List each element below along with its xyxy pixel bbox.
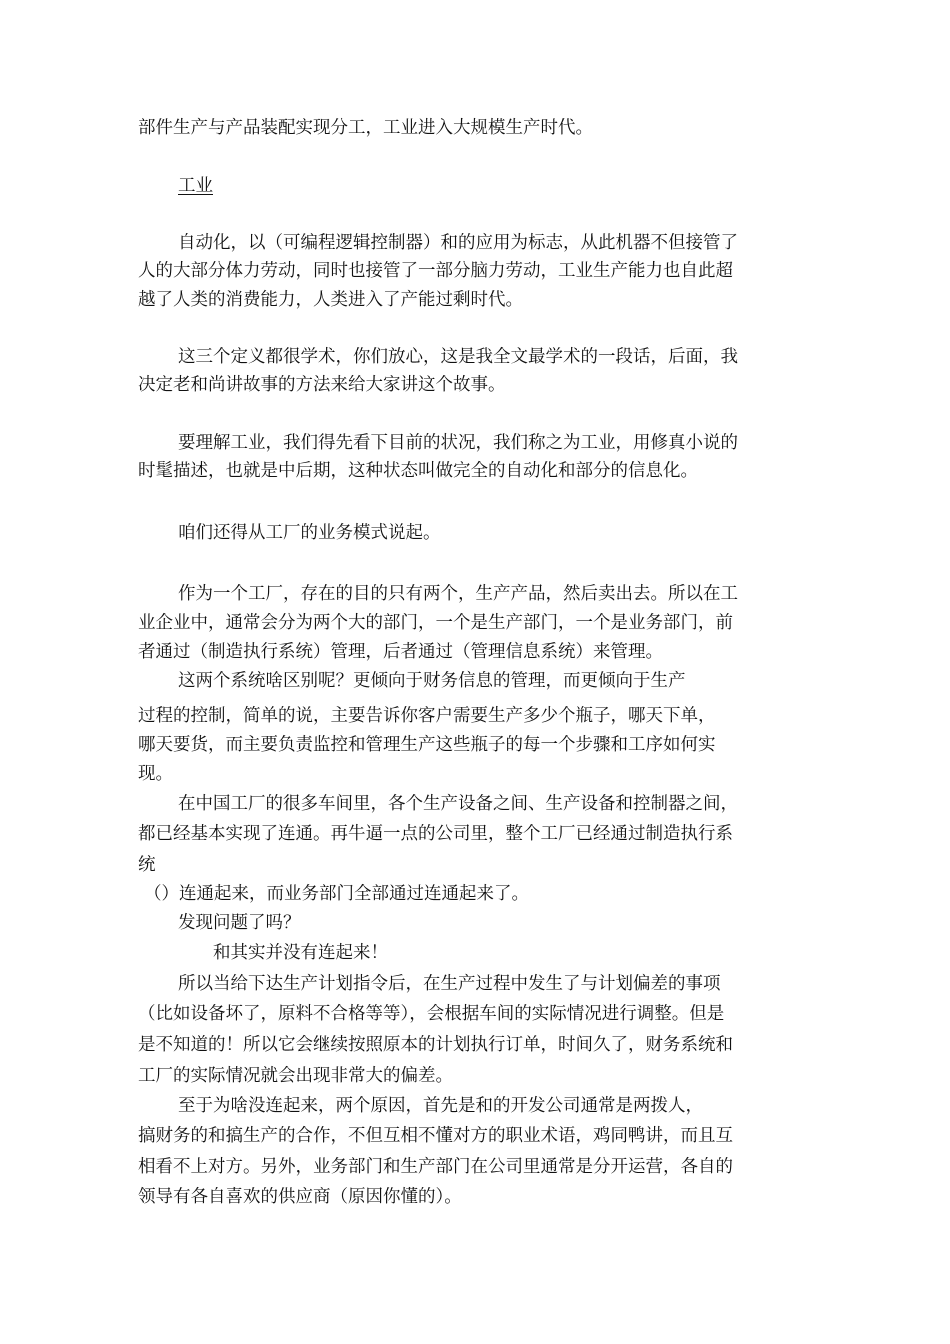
text-line: 越了人类的消费能力，人类进入了产能过剩时代。 xyxy=(138,290,523,310)
text-line: 要理解工业，我们得先看下目前的状况，我们称之为工业，用修真小说的 xyxy=(178,433,738,453)
text-line: 这三个定义都很学术，你们放心，这是我全文最学术的一段话，后面，我 xyxy=(178,347,738,367)
text-line: 在中国工厂的很多车间里，各个生产设备之间、生产设备和控制器之间， xyxy=(178,794,738,814)
text-line: 统 xyxy=(138,855,156,875)
text-line: 领导有各自喜欢的供应商（原因你懂的）。 xyxy=(138,1187,462,1207)
section-heading: 工业 xyxy=(178,176,213,196)
text-line: 搞财务的和搞生产的合作，不但互相不懂对方的职业术语，鸡同鸭讲，而且互 xyxy=(138,1126,733,1146)
text-line: 哪天要货，而主要负责监控和管理生产这些瓶子的每一个步骤和工序如何实 xyxy=(138,735,716,755)
text-line: 咱们还得从工厂的业务模式说起。 xyxy=(178,523,441,543)
text-line: 这两个系统啥区别呢？更倾向于财务信息的管理，而更倾向于生产 xyxy=(178,671,686,691)
text-line: 时髦描述，也就是中后期，这种状态叫做完全的自动化和部分的信息化。 xyxy=(138,461,698,481)
text-line: 是不知道的！所以它会继续按照原本的计划执行订单，时间久了，财务系统和 xyxy=(138,1035,733,1055)
text-line: 工厂的实际情况就会出现非常大的偏差。 xyxy=(138,1066,453,1086)
text-line: 人的大部分体力劳动，同时也接管了一部分脑力劳动，工业生产能力也自此超 xyxy=(138,261,733,281)
text-line: 和其实并没有连起来！ xyxy=(213,943,388,963)
text-line: 业企业中，通常会分为两个大的部门，一个是生产部门，一个是业务部门，前 xyxy=(138,613,733,633)
text-line: 部件生产与产品装配实现分工，工业进入大规模生产时代。 xyxy=(138,118,593,138)
text-line: 相看不上对方。另外，业务部门和生产部门在公司里通常是分开运营，各自的 xyxy=(138,1157,733,1177)
text-line: 自动化，以（可编程逻辑控制器）和的应用为标志，从此机器不但接管了 xyxy=(178,233,738,253)
text-line: 过程的控制，简单的说，主要告诉你客户需要生产多少个瓶子，哪天下单， xyxy=(138,706,716,726)
text-line: 作为一个工厂，存在的目的只有两个，生产产品，然后卖出去。所以在工 xyxy=(178,584,738,604)
text-line: （比如设备坏了，原料不合格等等），会根据车间的实际情况进行调整。但是 xyxy=(138,1004,725,1024)
text-line: 者通过（制造执行系统）管理，后者通过（管理信息系统）来管理。 xyxy=(138,642,663,662)
text-line: 至于为啥没连起来，两个原因，首先是和的开发公司通常是两拨人， xyxy=(178,1096,703,1116)
text-line: 所以当给下达生产计划指令后，在生产过程中发生了与计划偏差的事项 xyxy=(178,974,721,994)
text-line: （）连通起来，而业务部门全部通过连通起来了。 xyxy=(144,884,529,904)
text-line: 现。 xyxy=(138,764,173,784)
text-line: 决定老和尚讲故事的方法来给大家讲这个故事。 xyxy=(138,375,506,395)
text-line: 都已经基本实现了连通。再牛逼一点的公司里，整个工厂已经通过制造执行系 xyxy=(138,824,733,844)
text-line: 发现问题了吗？ xyxy=(178,913,301,933)
